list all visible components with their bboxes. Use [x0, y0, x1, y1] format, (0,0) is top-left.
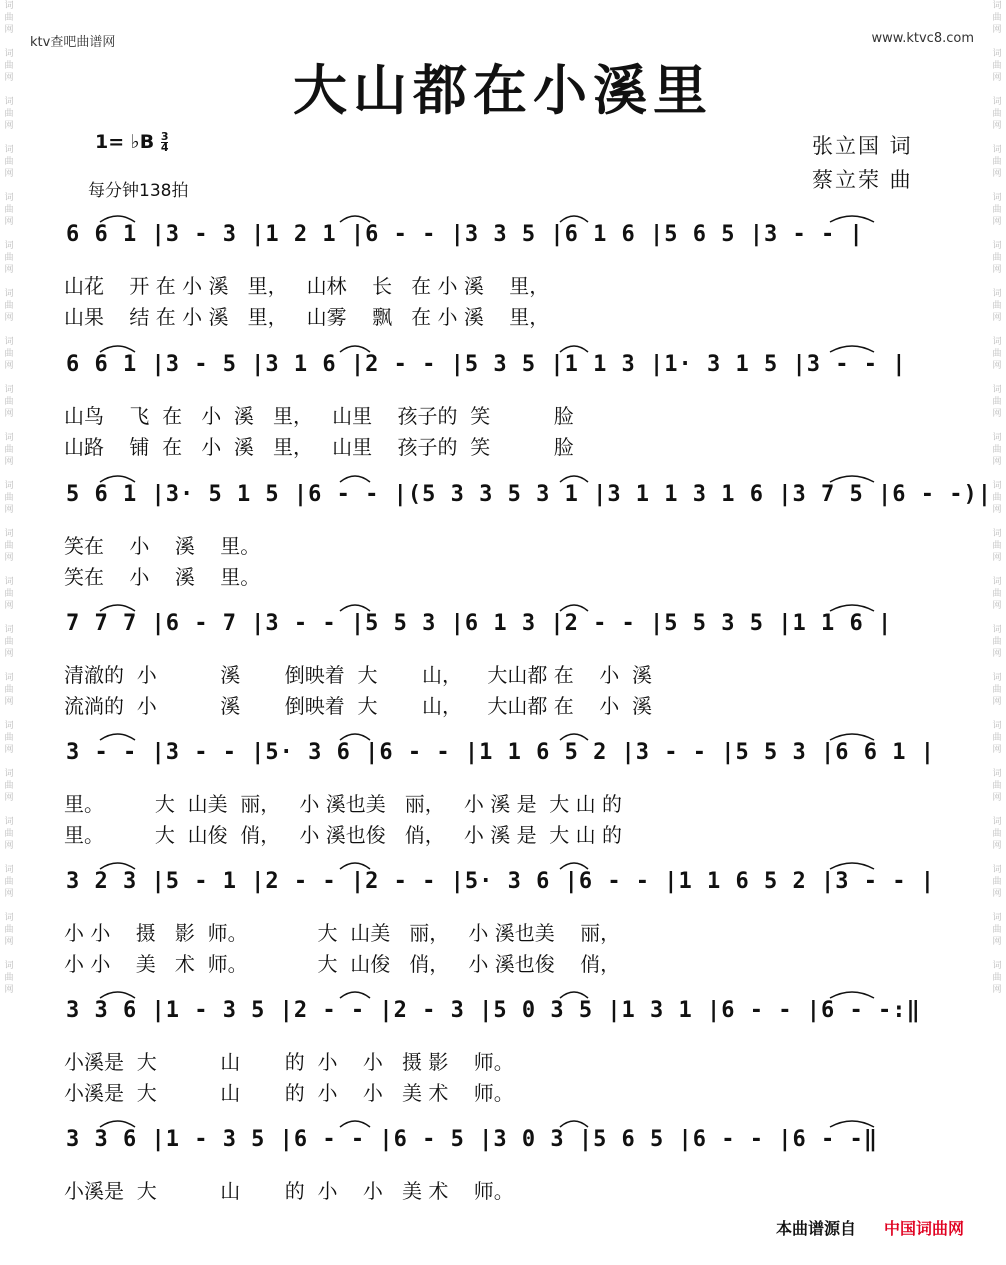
watermark-gap	[990, 948, 1004, 960]
watermark-char: 网	[4, 73, 14, 83]
watermark-char: 网	[4, 505, 14, 515]
watermark-char: 曲	[992, 445, 1002, 455]
watermark-gap	[990, 420, 1004, 432]
lyric-line: 里。 大 山美 丽， 小 溪也美 丽， 小 溪 是 大 山 的	[64, 792, 623, 816]
watermark-char: 词	[992, 145, 1002, 155]
watermark-gap	[990, 804, 1004, 816]
lyric-line: 里。 大 山俊 俏， 小 溪也俊 俏， 小 溪 是 大 山 的	[64, 823, 623, 847]
song-title: 大山都在小溪里	[293, 59, 713, 122]
footer-source-label: 本曲谱源自	[776, 1219, 857, 1238]
watermark-char: 网	[4, 841, 14, 851]
watermark-char: 网	[992, 649, 1002, 659]
watermark-char: 网	[992, 361, 1002, 371]
lyric-line: 小 小 美 术 师。 大 山俊 俏， 小 溪也俊 俏，	[64, 952, 621, 976]
watermark-gap	[2, 420, 16, 432]
watermark-char: 词	[4, 625, 14, 635]
watermark-gap	[990, 516, 1004, 528]
watermark-char: 曲	[992, 829, 1002, 839]
watermark-char: 曲	[992, 877, 1002, 887]
watermark-char: 网	[992, 745, 1002, 755]
watermark-char: 词	[992, 817, 1002, 827]
watermark-gap	[990, 372, 1004, 384]
site-url-right: www.ktvc8.com	[871, 31, 974, 46]
watermark-char: 曲	[992, 109, 1002, 119]
watermark-char: 词	[992, 385, 1002, 395]
watermark-char: 曲	[4, 829, 14, 839]
watermark-char: 词	[992, 193, 1002, 203]
watermark-char: 词	[992, 337, 1002, 347]
watermark-char: 词	[992, 97, 1002, 107]
watermark-char: 网	[4, 361, 14, 371]
notation-text: 5 6 1 |3· 5 1 5 |6 - - |(5 3 3 5 3 1 |3 1 1 3 1 6 |3 7 5 |6 - -)|	[66, 482, 992, 507]
lyric-line: 山花 开 在 小 溪 里， 山林 长 在 小 溪 里，	[64, 274, 550, 298]
watermark-gap	[2, 324, 16, 336]
watermark-char: 网	[992, 457, 1002, 467]
watermark-char: 网	[4, 649, 14, 659]
watermark-char: 网	[4, 985, 14, 995]
watermark-char: 曲	[4, 925, 14, 935]
watermark-char: 曲	[992, 541, 1002, 551]
watermark-char: 词	[4, 97, 14, 107]
lyric-line: 山路 铺 在 小 溪 里， 山里 孩子的 笑 脸	[64, 435, 574, 459]
watermark-char: 网	[992, 697, 1002, 707]
watermark-gap	[990, 468, 1004, 480]
watermark-char: 网	[4, 313, 14, 323]
tempo-marking: 每分钟138拍	[88, 181, 189, 201]
watermark-char: 词	[4, 337, 14, 347]
lyric-line: 笑在 小 溪 里。	[64, 534, 261, 558]
side-watermark-left	[2, 0, 16, 1265]
notation-text: 3 3 6 |1 - 3 5 |6 - - |6 - 5 |3 0 3 |5 6 5 |6 - - |6 - -‖	[66, 1127, 878, 1152]
watermark-char: 网	[4, 169, 14, 179]
watermark-gap	[990, 276, 1004, 288]
watermark-char: 曲	[992, 781, 1002, 791]
watermark-char: 曲	[4, 109, 14, 119]
watermark-char: 网	[4, 25, 14, 35]
watermark-char: 网	[992, 841, 1002, 851]
watermark-char: 词	[992, 769, 1002, 779]
watermark-char: 词	[4, 577, 14, 587]
watermark-char: 网	[4, 601, 14, 611]
watermark-char: 曲	[4, 589, 14, 599]
watermark-char: 网	[992, 553, 1002, 563]
lyric-line: 小溪是 大 山 的 小 小 美 术 师。	[64, 1081, 514, 1105]
watermark-gap	[2, 708, 16, 720]
watermark-char: 词	[992, 289, 1002, 299]
watermark-gap	[2, 276, 16, 288]
watermark-char: 网	[992, 169, 1002, 179]
watermark-gap	[2, 468, 16, 480]
watermark-gap	[2, 996, 16, 1008]
watermark-char: 词	[4, 385, 14, 395]
notation-text: 3 3 6 |1 - 3 5 |2 - - |2 - 3 |5 0 3 5 |1 3 1 |6 - - |6 - -:‖	[66, 998, 921, 1023]
watermark-gap	[990, 36, 1004, 48]
watermark-char: 词	[992, 529, 1002, 539]
watermark-char: 词	[992, 721, 1002, 731]
watermark-char: 词	[4, 193, 14, 203]
watermark-char: 网	[992, 265, 1002, 275]
watermark-gap	[2, 228, 16, 240]
watermark-char: 曲	[4, 157, 14, 167]
watermark-gap	[990, 900, 1004, 912]
watermark-gap	[2, 900, 16, 912]
watermark-char: 词	[4, 49, 14, 59]
watermark-gap	[2, 660, 16, 672]
notation-text: 6 6 1 |3 - 5 |3 1 6 |2 - - |5 3 5 |1 1 3 |1· 3 1 5 |3 - - |	[66, 352, 907, 377]
notation-line	[66, 482, 992, 522]
lyric-line: 流淌的 小 溪 倒映着 大 山， 大山都 在 小 溪	[64, 694, 652, 718]
watermark-char: 词	[4, 721, 14, 731]
watermark-char: 词	[4, 769, 14, 779]
notation-line	[66, 1127, 956, 1167]
watermark-char: 词	[4, 529, 14, 539]
lyric-line: 小溪是 大 山 的 小 小 美 术 师。	[64, 1179, 514, 1203]
watermark-char: 曲	[992, 253, 1002, 263]
watermark-char: 网	[4, 793, 14, 803]
watermark-char: 词	[992, 1, 1002, 11]
watermark-gap	[2, 36, 16, 48]
watermark-gap	[990, 180, 1004, 192]
watermark-char: 曲	[992, 493, 1002, 503]
watermark-gap	[2, 180, 16, 192]
watermark-char: 网	[992, 409, 1002, 419]
watermark-char: 网	[4, 265, 14, 275]
watermark-char: 网	[4, 745, 14, 755]
watermark-char: 曲	[992, 61, 1002, 71]
lyricist-credit: 张立国 词	[812, 134, 913, 158]
lyric-line: 笑在 小 溪 里。	[64, 565, 261, 589]
watermark-char: 曲	[4, 493, 14, 503]
notation-line	[66, 222, 956, 262]
lyric-line: 清澈的 小 溪 倒映着 大 山， 大山都 在 小 溪	[64, 663, 652, 687]
watermark-char: 词	[992, 961, 1002, 971]
notation-line	[66, 352, 956, 392]
site-name-left: ktv查吧曲谱网	[30, 35, 116, 50]
key-text: 1= ♭B	[95, 131, 155, 153]
watermark-char: 曲	[4, 685, 14, 695]
watermark-char: 网	[4, 217, 14, 227]
footer-source-site: 中国词曲网	[884, 1219, 965, 1238]
watermark-char: 网	[992, 73, 1002, 83]
watermark-char: 曲	[4, 13, 14, 23]
watermark-char: 词	[4, 865, 14, 875]
watermark-char: 曲	[992, 397, 1002, 407]
notation-text: 6 6 1 |3 - 3 |1 2 1 |6 - - |3 3 5 |6 1 6 |5 6 5 |3 - - |	[66, 222, 864, 247]
watermark-gap	[2, 612, 16, 624]
watermark-char: 曲	[992, 157, 1002, 167]
watermark-gap	[2, 756, 16, 768]
watermark-char: 词	[992, 49, 1002, 59]
notation-text: 7 7 7 |6 - 7 |3 - - |5 5 3 |6 1 3 |2 - - |5 5 3 5 |1 1 6 |	[66, 611, 893, 636]
watermark-char: 曲	[4, 349, 14, 359]
watermark-char: 曲	[992, 733, 1002, 743]
time-top: 3	[160, 130, 169, 143]
watermark-char: 曲	[4, 301, 14, 311]
watermark-gap	[2, 804, 16, 816]
watermark-gap	[990, 756, 1004, 768]
watermark-char: 网	[992, 121, 1002, 131]
watermark-gap	[2, 948, 16, 960]
watermark-char: 词	[992, 481, 1002, 491]
lyric-line: 小溪是 大 山 的 小 小 摄 影 师。	[64, 1050, 514, 1074]
watermark-char: 网	[992, 793, 1002, 803]
watermark-char: 词	[992, 673, 1002, 683]
watermark-char: 词	[992, 865, 1002, 875]
watermark-char: 曲	[4, 205, 14, 215]
key-signature	[95, 131, 168, 153]
watermark-char: 曲	[4, 637, 14, 647]
watermark-gap	[990, 324, 1004, 336]
watermark-char: 网	[992, 313, 1002, 323]
watermark-char: 词	[4, 961, 14, 971]
watermark-gap	[990, 852, 1004, 864]
watermark-char: 词	[4, 913, 14, 923]
watermark-char: 曲	[992, 205, 1002, 215]
watermark-char: 曲	[4, 973, 14, 983]
watermark-char: 词	[992, 433, 1002, 443]
watermark-char: 网	[4, 697, 14, 707]
watermark-gap	[2, 132, 16, 144]
composer-credit: 蔡立荣 曲	[812, 168, 913, 192]
watermark-char: 网	[992, 25, 1002, 35]
notation-line	[66, 998, 956, 1038]
watermark-gap	[990, 612, 1004, 624]
watermark-char: 曲	[992, 13, 1002, 23]
watermark-char: 网	[992, 937, 1002, 947]
watermark-gap	[990, 660, 1004, 672]
watermark-gap	[2, 564, 16, 576]
watermark-char: 曲	[4, 541, 14, 551]
watermark-char: 曲	[4, 445, 14, 455]
lyric-line: 山鸟 飞 在 小 溪 里， 山里 孩子的 笑 脸	[64, 404, 574, 428]
watermark-char: 词	[4, 673, 14, 683]
watermark-char: 曲	[992, 349, 1002, 359]
watermark-char: 网	[992, 601, 1002, 611]
time-signature	[161, 132, 169, 153]
lyric-line: 山果 结 在 小 溪 里， 山雾 飘 在 小 溪 里，	[64, 305, 550, 329]
watermark-gap	[990, 996, 1004, 1008]
watermark-char: 曲	[992, 973, 1002, 983]
watermark-char: 曲	[992, 637, 1002, 647]
watermark-gap	[990, 228, 1004, 240]
watermark-gap	[2, 372, 16, 384]
watermark-char: 曲	[4, 61, 14, 71]
watermark-char: 网	[4, 457, 14, 467]
watermark-char: 曲	[4, 781, 14, 791]
watermark-char: 词	[4, 817, 14, 827]
watermark-char: 曲	[4, 253, 14, 263]
watermark-char: 网	[992, 505, 1002, 515]
watermark-char: 网	[992, 985, 1002, 995]
watermark-gap	[2, 852, 16, 864]
watermark-char: 网	[4, 409, 14, 419]
watermark-gap	[990, 564, 1004, 576]
notation-line	[66, 740, 956, 780]
watermark-char: 曲	[4, 397, 14, 407]
watermark-char: 网	[992, 889, 1002, 899]
watermark-char: 词	[4, 1, 14, 11]
watermark-char: 曲	[992, 925, 1002, 935]
watermark-char: 词	[992, 913, 1002, 923]
watermark-char: 词	[992, 241, 1002, 251]
watermark-char: 网	[4, 937, 14, 947]
watermark-char: 网	[4, 121, 14, 131]
watermark-gap	[990, 708, 1004, 720]
watermark-char: 曲	[4, 877, 14, 887]
watermark-char: 词	[992, 625, 1002, 635]
watermark-gap	[2, 516, 16, 528]
side-watermark-right	[990, 0, 1004, 1265]
watermark-char: 词	[4, 481, 14, 491]
watermark-char: 曲	[4, 733, 14, 743]
lyric-line: 小 小 摄 影 师。 大 山美 丽， 小 溪也美 丽，	[64, 921, 621, 945]
watermark-char: 网	[992, 217, 1002, 227]
watermark-char: 曲	[992, 301, 1002, 311]
watermark-gap	[990, 132, 1004, 144]
watermark-char: 网	[4, 889, 14, 899]
time-bottom: 4	[160, 141, 169, 154]
watermark-char: 词	[4, 289, 14, 299]
watermark-char: 词	[4, 145, 14, 155]
watermark-char: 网	[4, 553, 14, 563]
notation-text: 3 - - |3 - - |5· 3 6 |6 - - |1 1 6 5 2 |3 - - |5 5 3 |6 6 1 |	[66, 740, 935, 765]
notation-text: 3 2 3 |5 - 1 |2 - - |2 - - |5· 3 6 |6 - - |1 1 6 5 2 |3 - - |	[66, 869, 935, 894]
watermark-char: 词	[992, 577, 1002, 587]
watermark-char: 词	[4, 241, 14, 251]
watermark-char: 词	[4, 433, 14, 443]
notation-line	[66, 869, 956, 909]
watermark-char: 曲	[992, 589, 1002, 599]
notation-line	[66, 611, 956, 651]
watermark-char: 曲	[992, 685, 1002, 695]
